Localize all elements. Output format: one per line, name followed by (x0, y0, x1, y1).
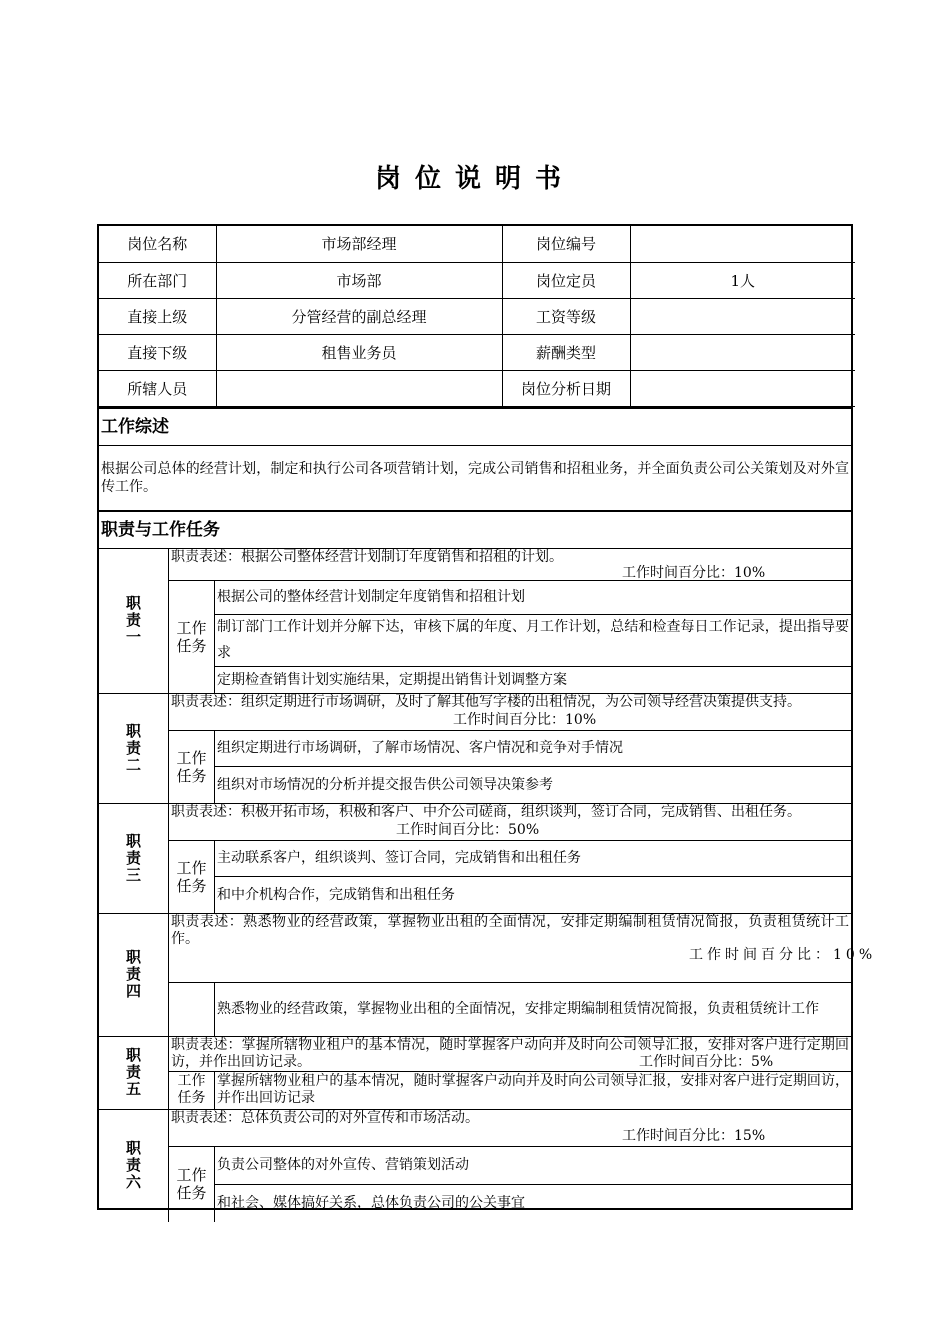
task-item: 定期检查销售计划实施结果，定期提出销售计划调整方案 (217, 671, 567, 688)
task-item: 和中介机构合作，完成销售和出租任务 (217, 886, 455, 903)
info-value: 租售业务员 (216, 334, 502, 370)
summary-heading: 工作综述 (99, 407, 851, 446)
duty-description-text: 职责表述：积极开拓市场，积极和客户、中介公司磋商，组织谈判，签订合同，完成销售、出租任务。 (171, 803, 801, 820)
task-item: 负责公司整体的对外宣传、营销策划活动 (215, 1147, 851, 1185)
duty-description (169, 694, 851, 731)
task-label: 工作 任务 (169, 731, 215, 803)
info-value (630, 370, 855, 406)
task-item: 掌握所辖物业租户的基本情况，随时掌握客户动向并及时向公司领导汇报，安排对客户进行定期回访，并作出回访记录 (217, 1073, 849, 1106)
duty-label: 职 责 六 (99, 1110, 169, 1222)
duty-label: 职 责 二 (99, 694, 169, 803)
table-row (99, 334, 855, 370)
duty-block-4 (99, 913, 877, 1036)
duty-label: 职 责 五 (99, 1037, 169, 1109)
time-percentage: 工作时间百分比：10% (689, 946, 877, 963)
info-label: 直接上级 (99, 298, 216, 334)
duty-description (169, 913, 877, 983)
info-value: 市场部 (216, 262, 502, 298)
info-label: 岗位分析日期 (502, 370, 630, 406)
task-label: 工作 任务 (169, 581, 215, 693)
duty-label: 职 责 一 (99, 549, 169, 693)
duty-description-text: 职责表述：根据公司整体经营计划制订年度销售和招租的计划。 (171, 548, 563, 565)
time-percentage: 工作时间百分比：5% (639, 1053, 774, 1070)
job-description-sheet (97, 224, 877, 1211)
summary-text: 根据公司总体的经营计划，制定和执行公司各项营销计划，完成公司销售和招租业务，并全面负责公司公关策划及对外宣传工作。 (101, 460, 849, 495)
task-item: 制订部门工作计划并分解下达，审核下属的年度、月工作计划，总结和检查每日工作记录，提出指导要求 (215, 615, 851, 667)
info-value: 1人 (630, 262, 855, 298)
info-value (630, 226, 855, 262)
basic-info-table (99, 226, 855, 407)
table-row (99, 226, 855, 262)
duty-description (169, 804, 851, 841)
duty-description-text: 职责表述：总体负责公司的对外宣传和市场活动。 (171, 1109, 479, 1126)
info-label: 岗位编号 (502, 226, 630, 262)
duty-description (169, 1037, 851, 1072)
duty-block-2 (99, 693, 851, 803)
info-label: 工资等级 (502, 298, 630, 334)
info-label: 岗位定员 (502, 262, 630, 298)
info-value: 分管经营的副总经理 (216, 298, 502, 334)
time-percentage: 工作时间百分比：10% (453, 711, 597, 728)
duty-description-text: 职责表述：熟悉物业的经营政策，掌握物业出租的全面情况，安排定期编制租赁情况简报，负责租赁统计工作。 (171, 913, 849, 947)
info-value: 市场部经理 (216, 226, 502, 262)
task-item: 主动联系客户，组织谈判、签订合同，完成销售和出租任务 (215, 841, 851, 877)
task-label: 工作 任务 (169, 841, 215, 913)
info-value (216, 370, 502, 406)
info-label: 薪酬类型 (502, 334, 630, 370)
task-item: 组织对市场情况的分析并提交报告供公司领导决策参考 (217, 776, 553, 793)
duty-description-text: 职责表述：掌握所辖物业租户的基本情况，随时掌握客户动向并及时向公司领导汇报，安排对客户进行定期回访，并作出回访记录。 (171, 1036, 849, 1070)
table-row (99, 298, 855, 334)
task-item: 和社会、媒体搞好关系，总体负责公司的公关事宜 (217, 1195, 525, 1211)
duty-block-5 (99, 1036, 851, 1109)
duty-label: 职 责 四 (99, 914, 169, 1036)
task-item: 组织定期进行市场调研，了解市场情况、客户情况和竞争对手情况 (215, 731, 851, 767)
page-title: 岗位说明书 (374, 164, 575, 194)
info-label: 所辖人员 (99, 370, 216, 406)
time-percentage: 工作时间百分比：15% (622, 1127, 766, 1144)
duty-block-1 (99, 549, 851, 693)
task-label: 工作 任务 (169, 1147, 215, 1222)
duty-description (169, 549, 851, 581)
time-percentage: 工作时间百分比：10% (622, 564, 766, 581)
duties-heading: 职责与工作任务 (99, 510, 851, 549)
info-value (630, 334, 855, 370)
task-label: 工作 任务 (169, 1072, 215, 1109)
time-percentage: 工作时间百分比：50% (396, 821, 540, 838)
duty-description (169, 1110, 851, 1147)
task-item: 根据公司的整体经营计划制定年度销售和招租计划 (215, 581, 851, 615)
table-row (99, 370, 855, 406)
info-label: 所在部门 (99, 262, 216, 298)
duty-block-3 (99, 803, 851, 913)
task-item: 熟悉物业的经营政策，掌握物业出租的全面情况，安排定期编制租赁情况简报，负责租赁统计工作 (217, 1001, 819, 1017)
table-row (99, 262, 855, 298)
duty-label: 职 责 三 (99, 804, 169, 913)
duty-block-6 (99, 1109, 851, 1222)
info-label: 直接下级 (99, 334, 216, 370)
duty-description-text: 职责表述：组织定期进行市场调研，及时了解其他写字楼的出租情况，为公司领导经营决策提供支持。 (171, 693, 801, 710)
info-label: 岗位名称 (99, 226, 216, 262)
task-label-empty (169, 983, 215, 1036)
info-value (630, 298, 855, 334)
